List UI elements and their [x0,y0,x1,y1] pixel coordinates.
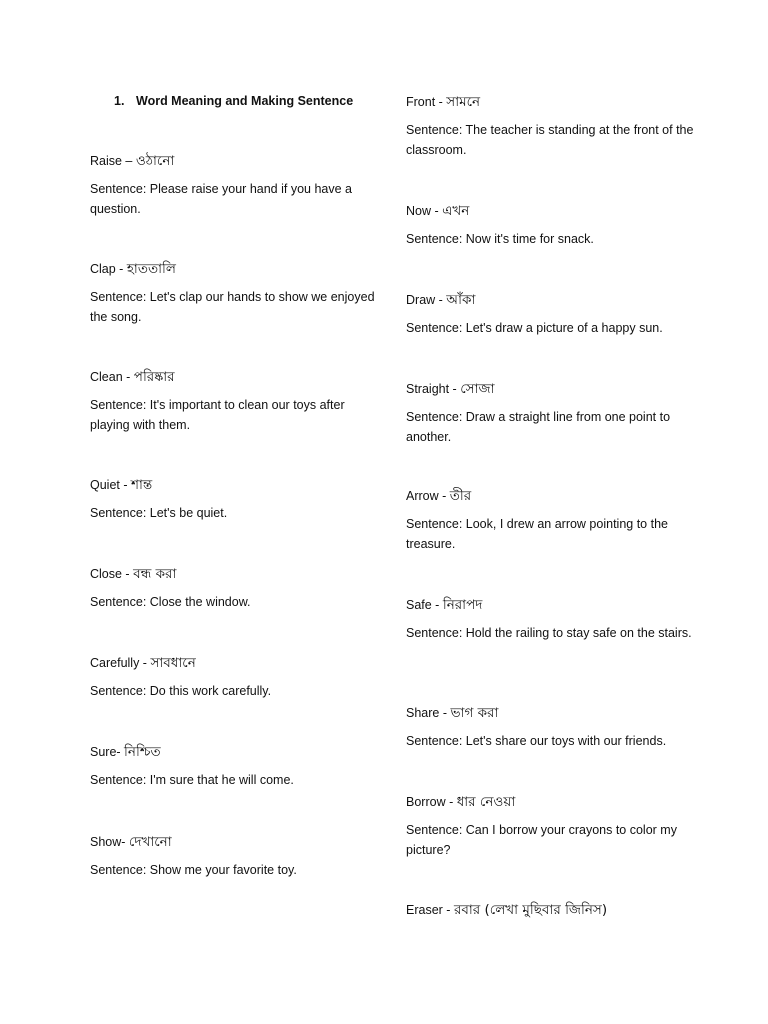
vocab-word: Close - বন্ধ করা [90,566,177,582]
vocab-entry [406,93,706,160]
vocab-entry [90,654,380,702]
vocab-word: Share - ভাগ করা [406,705,499,721]
vocab-word: Front - সামনে [406,94,481,110]
example-sentence: Sentence: Close the window. [90,595,251,609]
vocab-entry [406,793,706,860]
vocab-word: Raise – ওঠানো [90,153,175,169]
vocab-word: Quiet - শান্ত [90,477,153,493]
example-sentence: Sentence: Let's share our toys with our friends. [406,734,667,748]
vocab-entry [406,291,706,339]
example-sentence: Sentence: Look, I drew an arrow pointing to the treasure. [406,517,668,551]
section-heading [114,94,353,108]
vocab-entry [406,380,706,447]
vocab-entry [90,476,380,524]
section-number: 1. [114,94,125,108]
bengali-meaning: সামনে [446,94,481,110]
bengali-meaning: ভাগ করা [450,705,499,721]
vocab-entry [90,565,380,613]
bengali-meaning: পরিষ্কার [133,369,175,385]
vocab-word: Eraser - রবার (লেখা মুছিবার জিনিস) [406,902,608,918]
example-sentence: Sentence: The teacher is standing at the front of the classroom. [406,123,694,157]
vocab-entry [90,368,380,435]
vocab-entry [406,202,706,250]
vocab-word: Carefully - সাবধানে [90,655,196,671]
vocab-word: Arrow - তীর [406,488,472,504]
example-sentence: Sentence: Let's clap our hands to show we enjoyed the song. [90,290,375,324]
example-sentence: Sentence: It's important to clean our toys after playing with them. [90,398,345,432]
example-sentence: Sentence: Let's draw a picture of a happy sun. [406,321,663,335]
vocab-entry [406,487,706,554]
vocab-entry [90,260,380,327]
bengali-meaning: সোজা [460,381,495,397]
example-sentence: Sentence: Please raise your hand if you have a question. [90,182,352,216]
section-title: Word Meaning and Making Sentence [136,94,354,108]
example-sentence: Sentence: Can I borrow your crayons to color my picture? [406,823,677,857]
vocab-word: Borrow - ধার নেওয়া [406,794,516,810]
bengali-meaning: ওঠানো [135,153,175,169]
vocab-entry [90,833,380,881]
bengali-meaning: সাবধানে [150,655,196,671]
bengali-meaning: এখন [442,203,470,219]
vocab-word: Sure- নিশ্চিত [90,744,161,760]
bengali-meaning: নিরাপদ [442,597,483,613]
bengali-meaning: রবার (লেখা মুছিবার জিনিস) [453,902,608,918]
vocab-word: Show- দেখানো [90,834,172,850]
example-sentence: Sentence: Do this work carefully. [90,684,272,698]
bengali-meaning: বন্ধ করা [133,566,177,582]
vocab-entry [406,704,706,752]
vocab-word: Clap - হাততালি [90,261,176,277]
example-sentence: Sentence: Now it's time for snack. [406,232,594,246]
bengali-meaning: দেখানো [128,834,172,850]
bengali-meaning: শান্ত [131,477,153,493]
bengali-meaning: হাততালি [126,261,176,277]
bengali-meaning: আঁকা [446,292,476,308]
example-sentence: Sentence: Show me your favorite toy. [90,863,297,877]
vocab-entry [90,152,380,219]
example-sentence: Sentence: I'm sure that he will come. [90,773,294,787]
example-sentence: Sentence: Let's be quiet. [90,506,228,520]
bengali-meaning: তীর [449,488,472,504]
vocab-word: Safe - নিরাপদ [406,597,483,613]
example-sentence: Sentence: Draw a straight line from one point to another. [406,410,671,444]
vocab-entry [406,596,706,644]
vocab-entry [90,743,380,791]
bengali-meaning: ধার নেওয়া [456,794,516,810]
vocab-entry [406,901,706,919]
bengali-meaning: নিশ্চিত [124,744,161,760]
vocab-word: Straight - সোজা [406,381,495,397]
vocab-word: Now - এখন [406,203,470,219]
example-sentence: Sentence: Hold the railing to stay safe on the stairs. [406,626,692,640]
vocab-word: Draw - আঁকা [406,292,476,308]
vocab-word: Clean - পরিষ্কার [90,369,175,385]
